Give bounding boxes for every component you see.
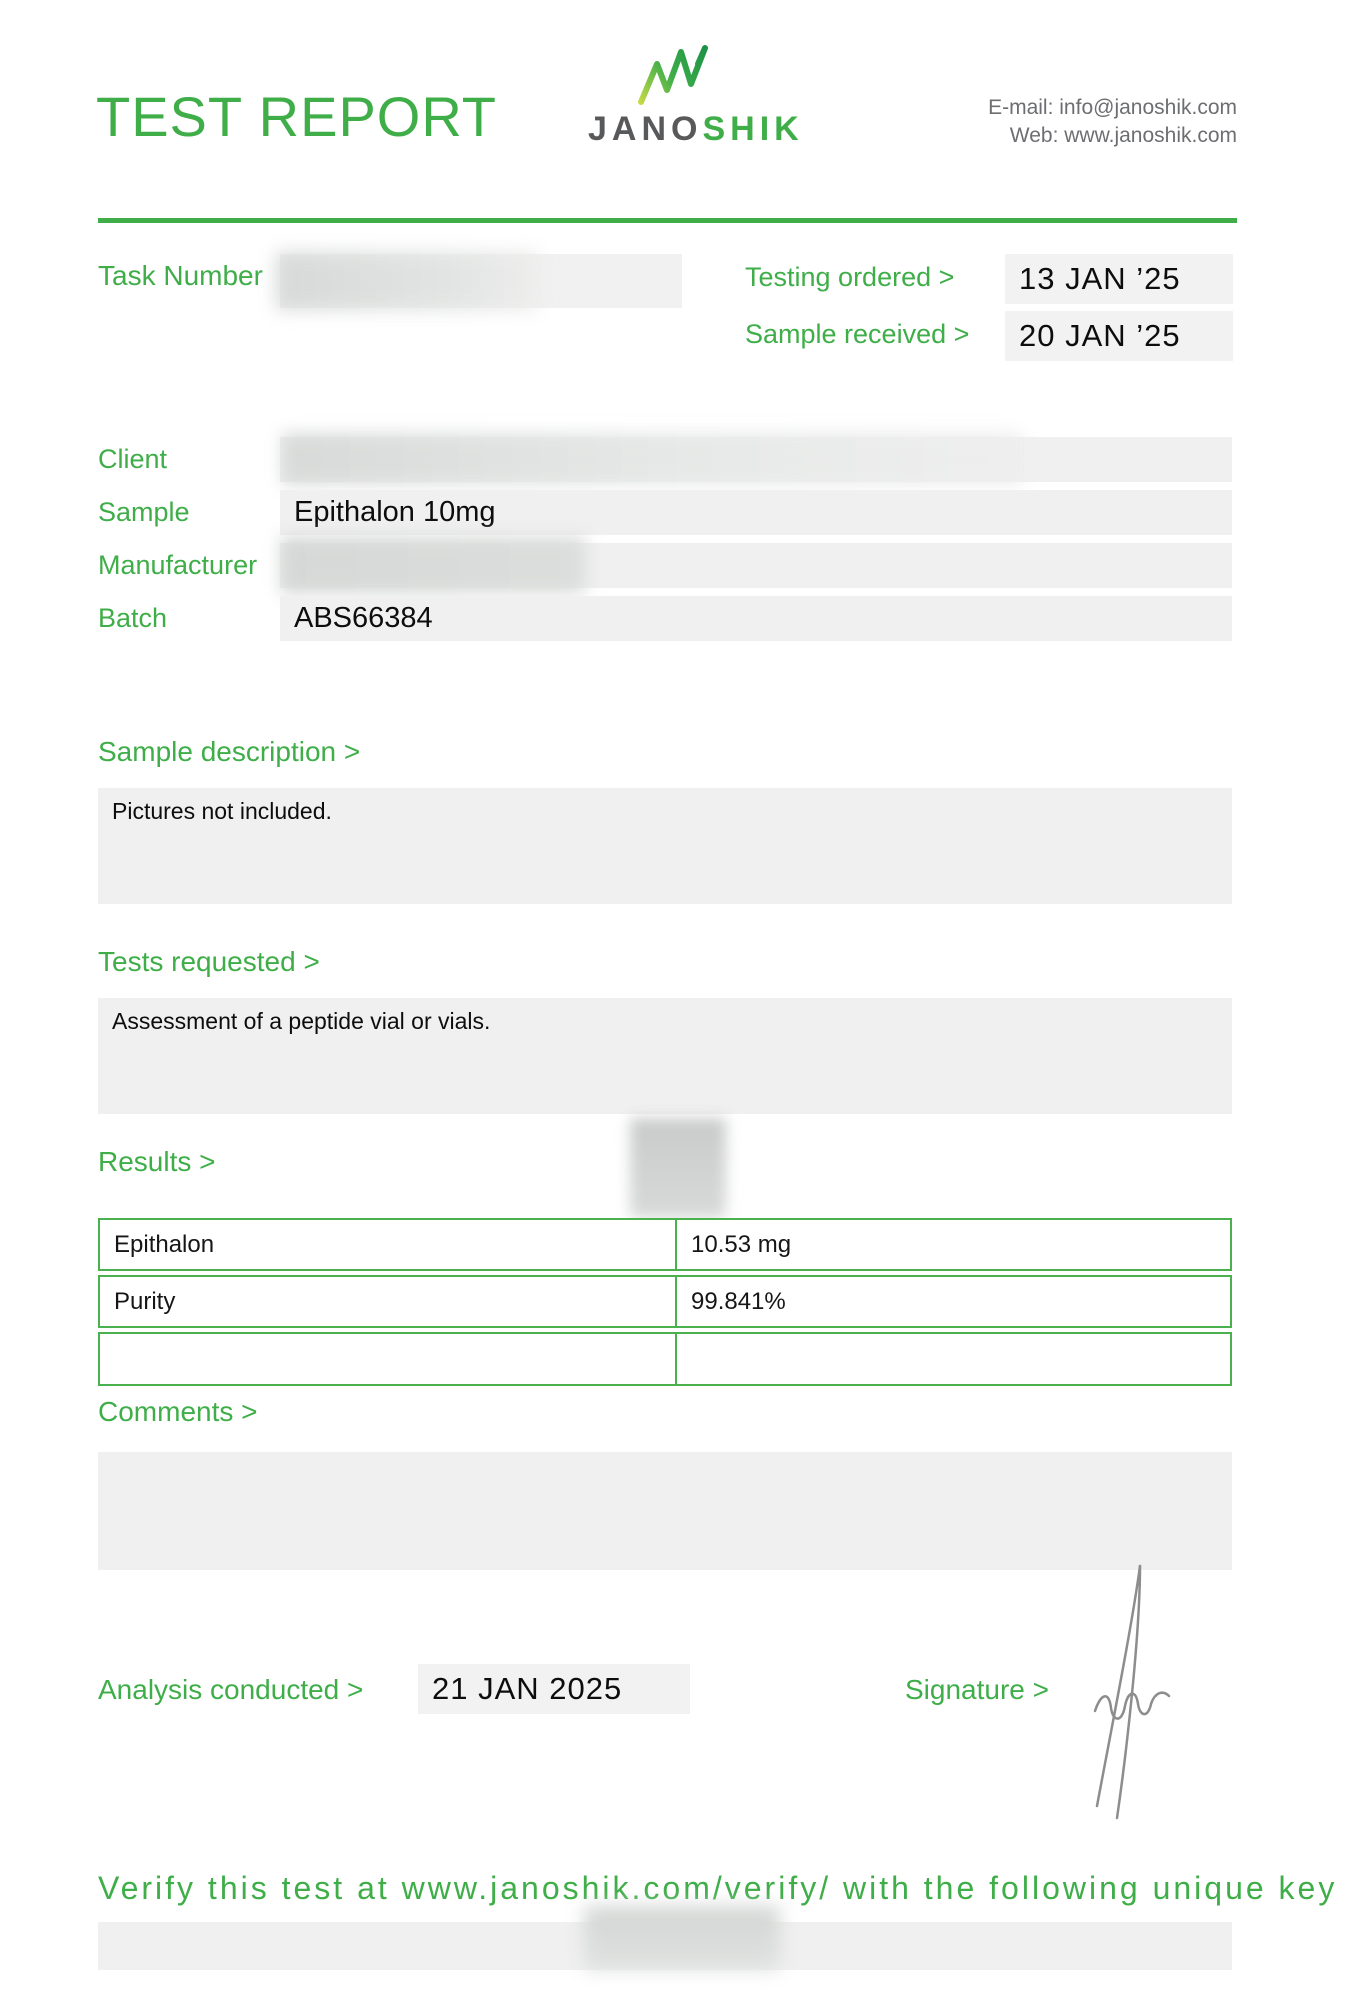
- table-row: [98, 1332, 1232, 1386]
- tests-requested-heading: Tests requested >: [98, 946, 320, 977]
- sample-value: Epithalon 10mg: [280, 490, 1232, 535]
- result-value-cell: 10.53 mg: [691, 1230, 792, 1258]
- table-row: [98, 1218, 1232, 1271]
- logo-jano: JANO: [588, 110, 703, 148]
- sample-description-box: [98, 788, 1232, 904]
- sample-received-label: Sample received >: [745, 319, 970, 349]
- contact-info: [988, 94, 1237, 150]
- table-row: [98, 1275, 1232, 1328]
- analysis-conducted-value: 21 JAN 2025: [418, 1664, 690, 1714]
- signature-image: [1070, 1556, 1205, 1821]
- result-value-cell: 99.841%: [691, 1287, 786, 1315]
- task-number-label: Task Number: [98, 260, 263, 291]
- analysis-conducted-label: Analysis conducted >: [98, 1674, 364, 1705]
- comments-heading: Comments >: [98, 1396, 258, 1427]
- client-label: Client: [98, 444, 168, 474]
- result-name-cell: [100, 1334, 677, 1384]
- batch-value: ABS66384: [280, 596, 1232, 641]
- header-divider-rule: [98, 218, 1237, 223]
- result-name-cell: Epithalon: [100, 1220, 677, 1269]
- signature-label: Signature >: [905, 1674, 1049, 1705]
- contact-web: Web: www.janoshik.com: [1009, 124, 1237, 147]
- verify-text: Verify this test at www.janoshik.com/verify/ with the following unique key: [98, 1870, 1338, 1906]
- sample-label: Sample: [98, 497, 190, 527]
- result-value-cell: [677, 1334, 1230, 1384]
- result-name-cell: Purity: [100, 1277, 677, 1326]
- manufacturer-blur: [280, 536, 586, 594]
- sample-received-value: 20 JAN ’25: [1005, 311, 1233, 361]
- logo-text: [588, 110, 804, 149]
- results-table: [98, 1218, 1232, 1386]
- sample-description-text: Pictures not included.: [112, 798, 332, 824]
- testing-ordered-value: 13 JAN ’25: [1005, 254, 1233, 304]
- manufacturer-label: Manufacturer: [98, 550, 258, 580]
- testing-ordered-label: Testing ordered >: [745, 262, 955, 292]
- batch-label: Batch: [98, 603, 168, 633]
- sample-description-heading: Sample description >: [98, 736, 361, 767]
- tests-requested-text: Assessment of a peptide vial or vials.: [112, 1008, 491, 1034]
- comments-box: [98, 1452, 1232, 1570]
- task-number-blur: [276, 252, 538, 310]
- trend-chart-icon: [635, 44, 719, 106]
- results-redacted-blob: [630, 1118, 726, 1218]
- results-heading: Results >: [98, 1146, 216, 1177]
- tests-requested-box: [98, 998, 1232, 1114]
- report-title: TEST REPORT: [96, 85, 498, 148]
- verify-key-redacted: [584, 1906, 780, 1970]
- logo-shik: SHIK: [702, 110, 804, 148]
- contact-email: E-mail: info@janoshik.com: [988, 96, 1237, 119]
- client-blur: [282, 433, 1022, 485]
